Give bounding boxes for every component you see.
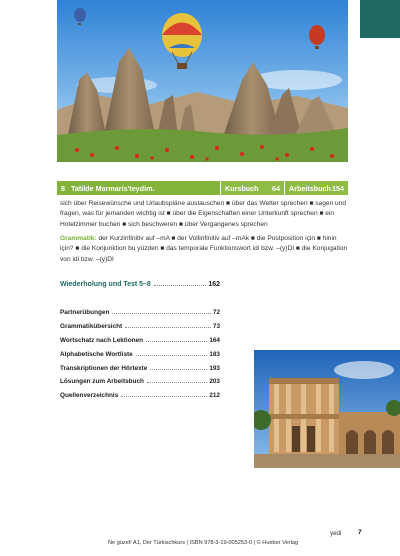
review-page: 162: [208, 281, 220, 288]
kursbuch-label: Kursbuch: [225, 183, 259, 193]
appendix-item-label: Grammatikübersicht: [60, 322, 123, 330]
kursbuch-page: 64: [272, 183, 280, 193]
dot-leader: [150, 368, 207, 370]
appendix-list: [60, 306, 220, 403]
appendix-item[interactable]: [60, 389, 220, 403]
appendix-item[interactable]: [60, 348, 220, 362]
kursbuch-cell: [220, 181, 284, 195]
appendix-item[interactable]: [60, 334, 220, 348]
appendix-item[interactable]: [60, 306, 220, 320]
appendix-item-page: 193: [209, 364, 220, 372]
dot-leader: [136, 354, 208, 356]
appendix-item[interactable]: [60, 320, 220, 334]
arbeitsbuch-page: 154: [332, 183, 344, 193]
appendix-item-label: Quellenverzeichnis: [60, 392, 119, 400]
library-photo: [254, 350, 400, 468]
arbeitsbuch-cell: [284, 181, 348, 195]
dot-leader: [125, 326, 211, 328]
appendix-item-page: 212: [209, 392, 220, 400]
chapter-title: Tatilde Marmaris'teydim.: [71, 183, 155, 193]
appendix-item-label: Transkriptionen der Hörtexte: [60, 364, 148, 372]
appendix-item-page: 73: [212, 322, 220, 330]
appendix-item[interactable]: [60, 375, 220, 389]
page-number-word: yedi: [330, 530, 342, 537]
dot-leader: [121, 395, 207, 397]
appendix-item-page: 72: [212, 309, 220, 316]
chapter-tab-marker: [360, 0, 400, 38]
grammar-topics: [60, 234, 350, 265]
chapter-title-cell: [57, 181, 220, 195]
page-number: 7: [358, 529, 362, 536]
dot-leader: [146, 340, 207, 342]
copyright-footer: Ne güzel! A1, Der Türkischkurs | ISBN 978-3-19-005253-0 | © Hueber Verlag: [108, 540, 299, 546]
dot-leader: [154, 284, 206, 286]
appendix-item-page: 183: [209, 350, 220, 358]
grammar-label: Grammatik:: [60, 235, 97, 242]
celsus-library-illustration: [254, 350, 400, 468]
arbeitsbuch-label: Arbeitsbuch: [289, 183, 331, 193]
appendix-item-page: 203: [209, 378, 220, 386]
appendix-item-page: 164: [209, 336, 220, 344]
dot-leader: [112, 312, 211, 314]
cappadocia-illustration: [57, 0, 348, 162]
dot-leader: [147, 381, 207, 383]
appendix-item-label: Wortschatz nach Lektionen: [60, 336, 143, 344]
grammar-text: der Kurzinfinitiv auf –mA ■ der Vollinfinitiv auf –mAk ■ die Postposition için ■ hinin için? ■ die Konjunktion bu yüzden ■ das temporale Funktionswort idi bzw. –(y)DI ■ die Konjugation von idi bzw. –(y)DI: [60, 235, 348, 263]
appendix-item[interactable]: [60, 362, 220, 376]
chapter-topics: sich über Reisewünsche und Urlaubspläne austauschen ■ über das Wetter sprechen ■ sagen und fragen, was für jemanden wichtig ist ■ über die Eigenschaften einer Unterkunft sprechen ■ ein Hotelzimmer buchen ■ sich beschweren ■ über Vergangenes sprechen: [60, 200, 347, 228]
cappadocia-photo: [57, 0, 348, 162]
appendix-item-label: Alphabetische Wortliste: [60, 350, 133, 358]
appendix-item-label: Lösungen zum Arbeitsbuch: [60, 378, 144, 386]
review-label: Wiederholung und Test 5–8: [60, 281, 151, 288]
appendix-item-label: Partnerübungen: [60, 309, 110, 316]
chapter-header-bar: [57, 181, 348, 195]
chapter-number: 8: [61, 183, 65, 193]
review-entry[interactable]: [60, 281, 220, 288]
